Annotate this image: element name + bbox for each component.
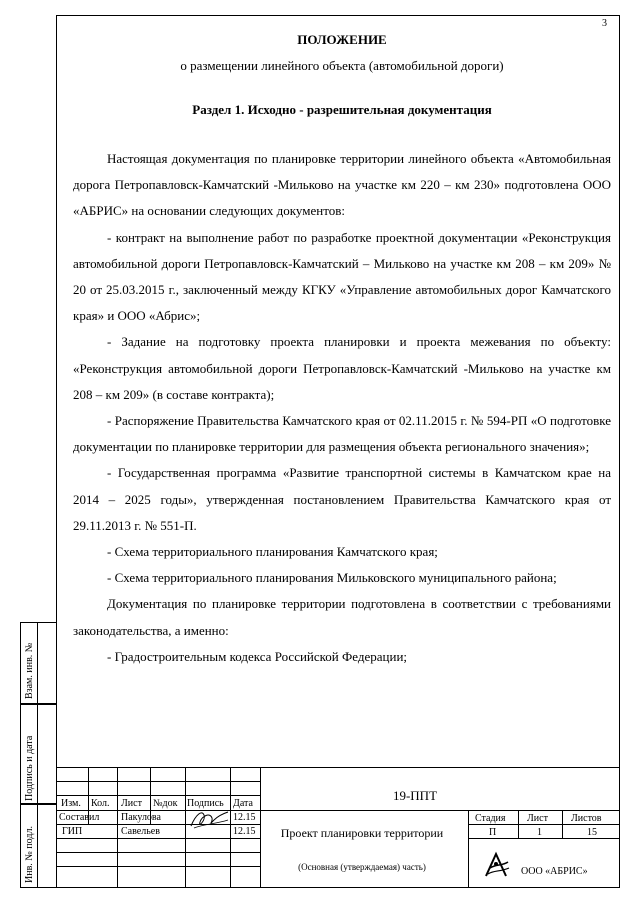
paragraph: Настоящая документация по планировке территории линейного объекта «Автомобильная дорога Петропавловск-Камчатский -Мильково на участке км 220 – км 230» подготовлена ООО «АБРИС» на основании следующих документов: [73, 151, 611, 219]
sheets-header: Листов [571, 813, 602, 824]
col-kol: Кол. [91, 798, 110, 809]
row-date: 12.15 [233, 826, 256, 837]
sheet-header: Лист [527, 813, 548, 824]
paragraph: - Схема территориального планирования Мильковского муниципального района; [107, 570, 557, 586]
project-subtitle: (Основная (утверждаемая) часть) [298, 862, 426, 872]
document-subtitle: о размещении линейного объекта (автомобильной дороги) [180, 58, 504, 73]
project-title: Проект планировки территории [280, 826, 444, 840]
stage-value: П [489, 827, 497, 838]
side-stamp-vzam [20, 622, 56, 704]
paragraph: - Государственная программа «Развитие транспортной системы в Камчатском крае на 2014 – 2025 годы», утвержденная постановлением Правительства Камчатского края от 29.11.2013 г. № 551-П. [73, 465, 611, 533]
row-role: ГИП [62, 826, 83, 837]
paragraph: - контракт на выполнение работ по разработке проектной документации «Реконструкция автомобильной дороги Петропавловск-Камчатский – Мильково на участке км 208 – км 209» № 20 от 25.03.2015 г., заключенный между КГКУ «Управление автомобильных дорог Камчатского края» и ООО «Абрис»; [73, 229, 611, 324]
row-role: Составил [59, 812, 100, 823]
paragraph: Документация по планировке территории подготовлена в соответствии с требованиями законодательства, а именно: [73, 596, 611, 638]
company-name: ООО «АБРИС» [521, 866, 588, 877]
document-title: ПОЛОЖЕНИЕ [297, 32, 387, 47]
col-ndok: №док [153, 798, 178, 809]
col-podpis: Подпись [187, 798, 224, 809]
sheets-value: 15 [587, 827, 597, 838]
section-heading: Раздел 1. Исходно - разрешительная документация [192, 102, 492, 117]
row-name: Пакулова [121, 812, 161, 823]
col-data: Дата [233, 798, 253, 809]
side-label-inv-podl: Инв. № подл. [24, 826, 35, 883]
side-label-vzam-inv: Взам. инв. № [24, 642, 35, 699]
row-date: 12.15 [233, 812, 256, 823]
sheet-value: 1 [537, 827, 542, 838]
signature-icon [188, 806, 232, 832]
company-logo-icon [482, 850, 512, 880]
document-body [73, 32, 611, 670]
paragraph: - Градостроительным кодекса Российской Федерации; [107, 648, 408, 664]
col-izm: Изм. [61, 798, 81, 809]
paragraph: - Схема территориального планирования Камчатского края; [107, 544, 438, 560]
side-label-podpis-data: Подпись и дата [24, 735, 35, 801]
side-stamp-podpis [20, 704, 56, 804]
paragraph: - Задание на подготовку проекта планировки и проекта межевания по объекту: «Реконструкция автомобильной дороги Петропавловск-Камчатский -Мильково на участке км 208 – км 209» (в составе контракта); [73, 334, 611, 402]
paragraph: - Распоряжение Правительства Камчатского края от 02.11.2015 г. № 594-РП «О подготовке документации по планировке территории для размещения объекта регионального значения»; [73, 413, 611, 455]
page-number: 3 [602, 18, 607, 29]
document-code: 19-ППТ [392, 788, 438, 803]
stage-header: Стадия [475, 813, 506, 824]
side-stamp-inv [20, 804, 56, 888]
col-list: Лист [121, 798, 142, 809]
row-name: Савельев [121, 826, 160, 837]
